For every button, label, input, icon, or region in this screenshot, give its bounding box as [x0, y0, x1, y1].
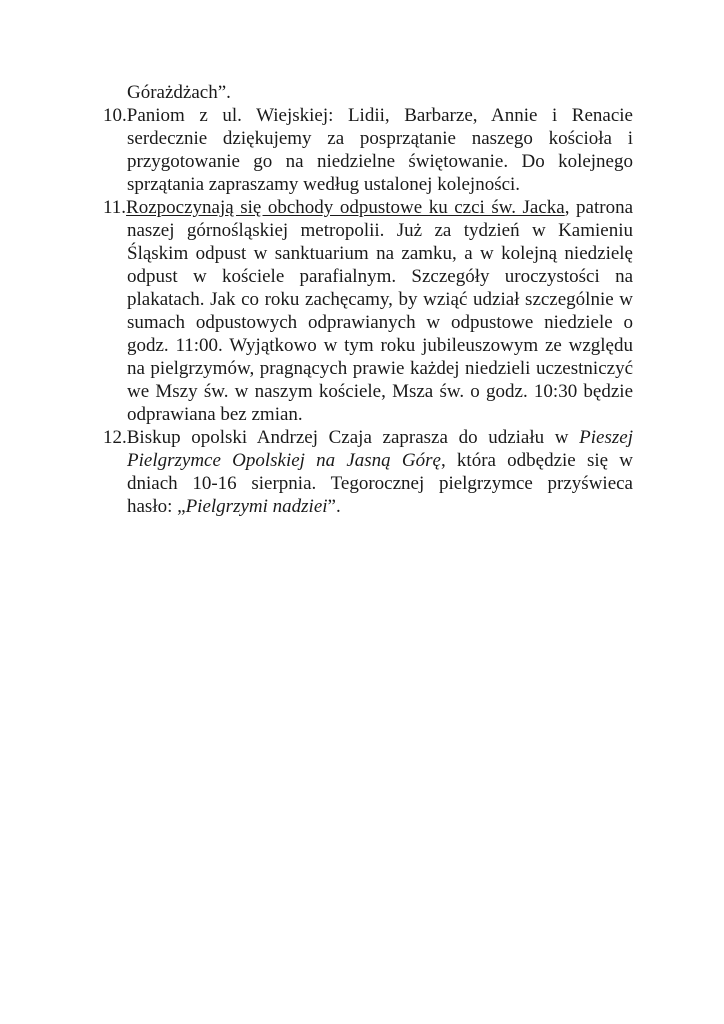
text-segment: Rozpoczynają się obchody odpustowe ku czci św. Jacka: [126, 197, 565, 218]
text-segment: Pielgrzymce Opolskiej na Jasną Górę: [127, 450, 441, 471]
text-line: [103, 104, 633, 127]
list-item-number: 11.: [103, 197, 127, 218]
text-segment: naszej górnośląskiej metropolii. Już za tydzień w Kamieniu: [127, 220, 633, 241]
text-line: [127, 311, 633, 334]
text-segment: Paniom z ul. Wiejskiej: Lidii, Barbarze, Annie i Renacie: [126, 105, 633, 126]
text-segment: Pieszej: [579, 427, 633, 448]
list-item: [103, 426, 633, 518]
text-line: [127, 288, 633, 311]
text-line: [127, 242, 633, 265]
text-line: [127, 449, 633, 472]
text-line: [127, 495, 633, 518]
paragraph-continuation: [103, 81, 633, 104]
text-segment: Śląskim odpust w sanktuarium na zamku, a w kolejną niedzielę: [127, 243, 633, 264]
text-segment: sprzątania zapraszamy według ustalonej kolejności.: [127, 174, 521, 195]
text-line: [127, 472, 633, 495]
list-item: [103, 196, 633, 426]
text-segment: dniach 10-16 sierpnia. Tegorocznej pielgrzymce przyświeca: [127, 473, 633, 494]
text-segment: plakatach. Jak co roku zachęcamy, by wziąć udział szczególnie w: [127, 289, 633, 310]
list-item-number: 10.: [103, 105, 127, 126]
text-line: [127, 219, 633, 242]
text-line: [127, 173, 633, 196]
text-segment: sumach odpustowych odprawianych w odpustowe niedziele o: [127, 312, 633, 333]
text-segment: , która odbędzie się w: [440, 450, 633, 471]
text-line: [103, 196, 633, 219]
text-line: [127, 380, 633, 403]
text-line: [127, 265, 633, 288]
text-segment: serdecznie dziękujemy za posprzątanie naszego kościoła i: [127, 128, 633, 149]
text-segment: odprawiana bez zmian.: [127, 404, 303, 425]
text-segment: przygotowanie go na niedzielne świętowanie. Do kolejnego: [127, 151, 633, 172]
text-segment: godz. 11:00. Wyjątkowo w tym roku jubileuszowym ze względu: [127, 335, 633, 356]
text-line: [103, 426, 633, 449]
list-item-number: 12.: [103, 427, 127, 448]
text-segment: Pielgrzymi nadziei: [185, 496, 328, 517]
text-segment: Górażdżach”.: [127, 82, 231, 103]
text-segment: odpust w kościele parafialnym. Szczegóły uroczystości na: [127, 266, 633, 287]
list-item: [103, 104, 633, 196]
text-segment: ”.: [327, 496, 341, 517]
text-line: [127, 334, 633, 357]
text-line: [127, 403, 633, 426]
announcement-list: [103, 81, 633, 518]
text-segment: na pielgrzymów, pragnących prawie każdej niedzieli uczestniczyć: [127, 358, 633, 379]
text-line: [127, 127, 633, 150]
text-line: [127, 81, 633, 104]
text-segment: , patrona: [564, 197, 633, 218]
text-segment: Biskup opolski Andrzej Czaja zaprasza do udziału w: [126, 427, 580, 448]
text-line: [127, 150, 633, 173]
text-segment: we Mszy św. w naszym kościele, Msza św. o godz. 10:30 będzie: [127, 381, 633, 402]
text-segment: hasło: „: [127, 496, 186, 517]
text-line: [127, 357, 633, 380]
